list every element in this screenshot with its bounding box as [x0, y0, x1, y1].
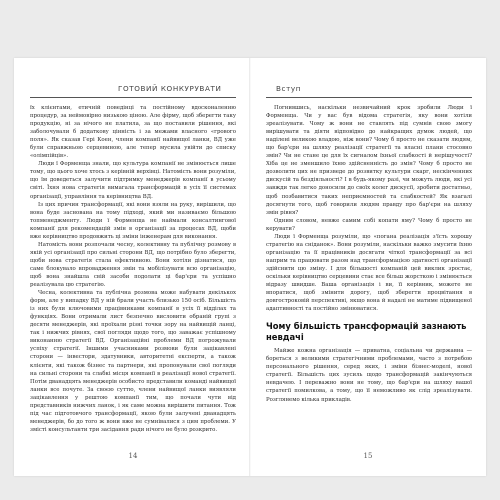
left-body-text: [30, 104, 236, 434]
left-running-header: ГОТОВИЙ КОНКУРУВАТИ: [118, 84, 222, 93]
left-page-number: 14: [128, 452, 138, 460]
right-paragraph: Погнившись, наскільки незвичайний крок зробили Люди ї Форменща. Чи у вас був відома стратегія, яку вони хотіли зреалізувати. Чому ж вони не ставлять під сумнів свою змогу вирішувати та діяти відповідно до найкращих думок людей, що наділені великою владою, ніж вони? Чому б просто не сказати людям, що бар'єри на шляху реалізації стратегії та власні плани стосовно змін? Чи не стане це для їх сигналом їхньої слабкості й нерішучості? Хіба це не зменшило їхню здійсненність до змін? Чому б просто не дозволити цих не призведе до розвитку культури скарг, нескінченних дискусій та бездіяльності? І в будь-якому разі, чи можуть люди, які усі завжди так легко доносили до своїх колег дискусії, зробити достатньо, щоб позбавитися таких неприємностей та слабкостей? Як взагалі досягнути того, щоб говорили людям правду про бар'єри на шляху змін рівня?: [266, 105, 472, 216]
right-running-header: Вступ: [276, 84, 302, 93]
left-paragraph: їх клієнтами, етичній поведінці та постійному вдосконаленню процедур, за неймовірно низькою ціною. Але фірму, щоб зберегти таку продукцію, ні за нічого не платила, за що поставили рішення, які заболочували б додаткову цінність і за межами власного «грового поля». Як сказав Гері Коен, члени компанії найвищої ланки, ВД уже були справжньою серцевиною, але тепер мусила увійти до списку «олімпійців».: [30, 105, 236, 160]
book-spread: [14, 58, 486, 476]
left-paragraph: Із цих причин трансформації, які вони взяли на руку, вирішили, що вона буде заснована на тому підході, який ми називаємо більшою топменеджменту. Люди ї Форменща не наймали консалтингової компанії для рекомендацій змін в організації за процесах ВД, щоби вже керівництво продовжить ці зміни інженерам для виконання.: [30, 201, 236, 240]
section-heading: Чому більшість трансформацій зазнають невдачі: [266, 321, 467, 342]
right-paragraph: Люди ї Форменща розуміли, що «погана реалізація з'їсть хорошу стратегію на сніданок». Вони розуміли, наскільки важко змусити їхню організацію та її працівників досягати чіткої трансформації за всі наприм та працювати разом над трансформацією здатності організації здійснити цю зміну. І для більшості компаній цей виклик зростає, оскільки керівництво серцевини стає все більш жорсткою і змінюється відразу швидше. Ваша організація і ви, її керівник, можете не впоратися, щоб змінити дорогу, щоб зберегти процвітання в довгостроковій перспективі, якщо вона й надалі не матиме підвищеної адаптивності та постійно змінюватися.: [266, 233, 472, 313]
right-page: [250, 58, 486, 476]
right-page-number: 15: [363, 452, 373, 460]
right-header-rule: [266, 97, 472, 98]
left-header-rule: [30, 97, 236, 98]
left-paragraph: Натомість вони розпочали чесну, колективну та публічну розмову в якій усі організації про сильні сторони ВД, що потрібно було зберегти, щоби нова стратегія стала ефективною. Вони хотіли дізнатися, що саме блокувало впровадження змін та мобілізувати всю організацію, щоб вона знайшла свій засоби подолати ці бар'єри та успішно реалізувала цю стратегію.: [30, 241, 236, 289]
right-paragraph: Одним словом, невже самим собі копати яму? Чому б просто не керувати?: [266, 217, 472, 232]
left-paragraph: Чесна, колективна та публічна розмова може набувати декількох форм, але у випадку ВД у ній брали участь близько 150 осіб. Більшість із них були ключовими працівниками компанії в усіх її відділах та функціях. Вони отримали лист безпечно висловити обраній групі з десяти менеджерів, які проїхали різні точки зору на найвищій ланці, так і нижчих рівнях, свої погляди щодо того, що заважає успішному виконанню стратегії ВД. Організаційні проблеми ВД погрожували успіху стратегії. Іншими учасниками розмови були зацікавлені сторони — інвестори, здатувники, авторитетні експерти, а також клієнти, які також бізнес та партнери, які пропонували свої погляди на сильні сторони та слабкі місця компанії в реалізації нової стратегії. Потім дванадцять менеджерів особисто представили команді найвищої ланки все почуте. За своєю суттю, члени найвищої ланки виявляли зацікавлення у рештою компанії тим, що почали чути від представників нижчих ланок, і як саме можна вирішити питання. Тож під час підготовчого трансформації, якою були залучені дванадцять менеджерів, бо до того ж вони вже не сумнівалися з цим проблеми. У змісті консультанти три засідання ради нічого не було розкрито.: [30, 290, 236, 433]
left-page: [14, 58, 250, 476]
right-body-text: [266, 104, 472, 404]
left-paragraph: Люди ї Форменща знали, що культура компанії не змінюється лише тому, що цього хоче хтось з керівній верхівці. Натомість вони розуміли, що їм доведеться залучити підтримку менеджерів компанії в усьому світі. Їхня нова стратегія вимагала трансформацій в усіх її системах організації, управління та керівництва ВД.: [30, 161, 236, 200]
right-paragraph: Майже кожна організація — приватна, соціальна чи державна — бореться з великими стратегічними проблемами, часто з потребою персонального рішення, серед яких, і зміни бізнес-моделі, нової стратегії. Більшість цих зусиль щодо трансформацій закінчуються невдачею. І переважно вони не тому, що бар'єри на шляху вашої стратегії помилкова, а тому, що її неможливо як слід зреалізувати. Розглянемо кілька прикладів.: [266, 348, 472, 403]
